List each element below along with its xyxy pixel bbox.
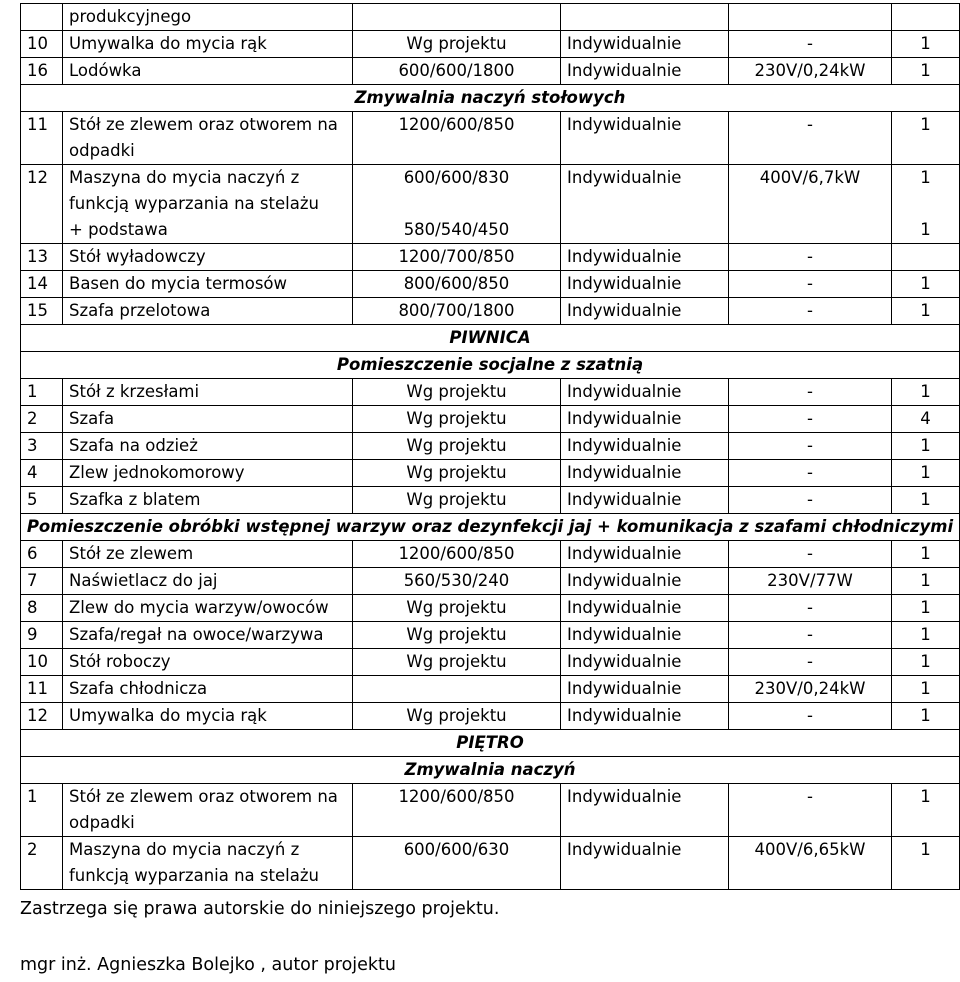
item-quantity: 1 (892, 837, 960, 890)
item-number: 12 (21, 165, 63, 244)
item-type: Indywidualnie (561, 271, 729, 298)
table-row (21, 433, 960, 460)
item-number: 1 (21, 784, 63, 837)
item-number: 6 (21, 541, 63, 568)
table-row (21, 112, 960, 165)
item-type: Indywidualnie (561, 595, 729, 622)
table-row (21, 784, 960, 837)
item-power: - (729, 379, 892, 406)
item-power: - (729, 487, 892, 514)
section-row (21, 85, 960, 112)
item-dimensions: 800/700/1800 (353, 298, 561, 325)
item-quantity: 1 (892, 58, 960, 85)
floor-title-piwnica: PIWNICA (21, 325, 960, 352)
item-power: 230V/0,24kW (729, 676, 892, 703)
item-quantity: 1 (892, 298, 960, 325)
item-dimensions: 800/600/850 (353, 271, 561, 298)
table-row (21, 622, 960, 649)
item-quantity: 4 (892, 406, 960, 433)
item-number: 3 (21, 433, 63, 460)
item-dimensions: Wg projektu (353, 649, 561, 676)
table-row (21, 298, 960, 325)
item-quantity: 1 (892, 595, 960, 622)
item-quantity: 1 (892, 784, 960, 837)
item-power (729, 4, 892, 31)
table-row (21, 165, 960, 244)
item-type: Indywidualnie (561, 244, 729, 271)
item-number: 11 (21, 676, 63, 703)
item-type: Indywidualnie (561, 433, 729, 460)
item-number (21, 4, 63, 31)
item-name: Szafa (63, 406, 353, 433)
section-row (21, 757, 960, 784)
item-type: Indywidualnie (561, 541, 729, 568)
item-name: Stół wyładowczy (63, 244, 353, 271)
item-power: - (729, 784, 892, 837)
item-power: - (729, 406, 892, 433)
item-power: - (729, 622, 892, 649)
section-title-zmywalnia: Zmywalnia naczyń (21, 757, 960, 784)
table-row (21, 31, 960, 58)
item-type: Indywidualnie (561, 649, 729, 676)
equipment-table-body (21, 4, 960, 890)
item-power: - (729, 649, 892, 676)
item-power: 400V/6,7kW (729, 165, 892, 244)
item-name-line: funkcją wyparzania na stelażu (69, 194, 319, 213)
item-type: Indywidualnie (561, 676, 729, 703)
item-number: 13 (21, 244, 63, 271)
item-name: Stół ze zlewem (63, 541, 353, 568)
item-name: produkcyjnego (63, 4, 353, 31)
item-name (63, 165, 353, 244)
item-type: Indywidualnie (561, 298, 729, 325)
item-name: Naświetlacz do jaj (63, 568, 353, 595)
table-row (21, 460, 960, 487)
item-name: Stół ze zlewem oraz otworem na odpadki (63, 112, 353, 165)
item-dimension-value: 580/540/450 (403, 220, 510, 239)
item-number: 2 (21, 837, 63, 890)
item-dimensions: Wg projektu (353, 433, 561, 460)
item-dimensions (353, 165, 561, 244)
item-power: - (729, 112, 892, 165)
item-name: Szafa przelotowa (63, 298, 353, 325)
item-dimensions: 600/600/630 (353, 837, 561, 890)
item-type: Indywidualnie (561, 703, 729, 730)
item-power: - (729, 595, 892, 622)
item-dimensions: 600/600/1800 (353, 58, 561, 85)
item-dimensions: Wg projektu (353, 379, 561, 406)
item-power: - (729, 31, 892, 58)
item-name: Zlew do mycia warzyw/owoców (63, 595, 353, 622)
item-power: 230V/0,24kW (729, 58, 892, 85)
item-number: 7 (21, 568, 63, 595)
item-name: Stół roboczy (63, 649, 353, 676)
item-quantity: 1 (892, 703, 960, 730)
section-row (21, 514, 960, 541)
table-row (21, 244, 960, 271)
item-name: Szafka z blatem (63, 487, 353, 514)
item-dimensions: Wg projektu (353, 703, 561, 730)
table-row (21, 595, 960, 622)
item-name-line: Maszyna do mycia naczyń z (69, 168, 300, 187)
item-quantity (892, 244, 960, 271)
item-type: Indywidualnie (561, 837, 729, 890)
section-row (21, 325, 960, 352)
item-number: 16 (21, 58, 63, 85)
item-quantity: 1 (892, 433, 960, 460)
item-name: Szafa/regał na owoce/warzywa (63, 622, 353, 649)
item-quantity: 1 (892, 112, 960, 165)
item-dimensions: Wg projektu (353, 406, 561, 433)
item-power: - (729, 271, 892, 298)
item-number: 1 (21, 379, 63, 406)
table-row (21, 271, 960, 298)
item-dimensions: 1200/600/850 (353, 541, 561, 568)
item-power: 230V/77W (729, 568, 892, 595)
author-signature-line: mgr inż. Agnieszka Bolejko , autor projektu (20, 955, 396, 975)
item-dimensions: 1200/600/850 (353, 112, 561, 165)
item-number: 15 (21, 298, 63, 325)
item-name-line: + podstawa (69, 220, 168, 239)
item-quantity: 1 (892, 541, 960, 568)
item-quantity: 1 (892, 271, 960, 298)
item-number: 9 (21, 622, 63, 649)
item-dimensions: Wg projektu (353, 460, 561, 487)
item-dimensions: Wg projektu (353, 595, 561, 622)
item-type: Indywidualnie (561, 622, 729, 649)
item-number: 11 (21, 112, 63, 165)
item-quantity-value: 1 (920, 168, 931, 187)
item-name: Maszyna do mycia naczyń z funkcją wyparzania na stelażu (63, 837, 353, 890)
item-type: Indywidualnie (561, 112, 729, 165)
table-row (21, 541, 960, 568)
item-quantity: 1 (892, 460, 960, 487)
table-row (21, 58, 960, 85)
equipment-table (20, 3, 960, 890)
item-type: Indywidualnie (561, 379, 729, 406)
item-quantity: 1 (892, 31, 960, 58)
item-power: - (729, 541, 892, 568)
spacer (353, 191, 560, 217)
item-number: 4 (21, 460, 63, 487)
item-type: Indywidualnie (561, 460, 729, 487)
item-name: Szafa na odzież (63, 433, 353, 460)
item-dimensions (353, 4, 561, 31)
item-name: Stół ze zlewem oraz otworem na odpadki (63, 784, 353, 837)
item-type: Indywidualnie (561, 406, 729, 433)
item-dimensions: Wg projektu (353, 31, 561, 58)
item-quantity (892, 4, 960, 31)
item-name: Zlew jednokomorowy (63, 460, 353, 487)
spacer (892, 191, 959, 217)
item-quantity: 1 (892, 379, 960, 406)
item-dimensions: 1200/600/850 (353, 784, 561, 837)
item-name: Stół z krzesłami (63, 379, 353, 406)
item-power: - (729, 433, 892, 460)
item-quantity (892, 165, 960, 244)
item-type: Indywidualnie (561, 784, 729, 837)
table-row (21, 703, 960, 730)
item-number: 8 (21, 595, 63, 622)
item-number: 14 (21, 271, 63, 298)
item-quantity: 1 (892, 568, 960, 595)
table-row (21, 487, 960, 514)
item-power: - (729, 244, 892, 271)
item-number: 12 (21, 703, 63, 730)
item-type (561, 4, 729, 31)
item-quantity: 1 (892, 622, 960, 649)
item-power: - (729, 298, 892, 325)
item-dimensions: 1200/700/850 (353, 244, 561, 271)
item-number: 10 (21, 649, 63, 676)
item-name: Szafa chłodnicza (63, 676, 353, 703)
equipment-table-container (20, 3, 959, 890)
floor-title-pietro: PIĘTRO (21, 730, 960, 757)
item-type: Indywidualnie (561, 165, 729, 244)
item-type: Indywidualnie (561, 487, 729, 514)
item-number: 5 (21, 487, 63, 514)
section-row (21, 730, 960, 757)
item-power: - (729, 703, 892, 730)
item-power: - (729, 460, 892, 487)
section-title-zmywalnia-stolowych: Zmywalnia naczyń stołowych (21, 85, 960, 112)
item-type: Indywidualnie (561, 568, 729, 595)
table-row (21, 676, 960, 703)
item-type: Indywidualnie (561, 31, 729, 58)
table-row (21, 4, 960, 31)
item-quantity: 1 (892, 676, 960, 703)
item-name: Basen do mycia termosów (63, 271, 353, 298)
item-dimensions: Wg projektu (353, 622, 561, 649)
table-row (21, 649, 960, 676)
item-dimensions (353, 676, 561, 703)
copyright-notice: Zastrzega się prawa autorskie do niniejszego projektu. (20, 899, 500, 919)
table-row (21, 406, 960, 433)
item-name: Lodówka (63, 58, 353, 85)
item-quantity-value: 1 (920, 220, 931, 239)
item-number: 2 (21, 406, 63, 433)
item-type: Indywidualnie (561, 58, 729, 85)
item-name: Umywalka do mycia rąk (63, 703, 353, 730)
item-power: 400V/6,65kW (729, 837, 892, 890)
item-quantity: 1 (892, 649, 960, 676)
item-quantity: 1 (892, 487, 960, 514)
item-name: Umywalka do mycia rąk (63, 31, 353, 58)
item-dimensions: 560/530/240 (353, 568, 561, 595)
section-title-obrobka: Pomieszczenie obróbki wstępnej warzyw oraz dezynfekcji jaj + komunikacja z szafami chłodniczymi (21, 514, 960, 541)
table-row (21, 568, 960, 595)
item-dimensions: Wg projektu (353, 487, 561, 514)
item-number: 10 (21, 31, 63, 58)
section-title-socjalne: Pomieszczenie socjalne z szatnią (21, 352, 960, 379)
section-row (21, 352, 960, 379)
item-dimension-value: 600/600/830 (403, 168, 510, 187)
table-row (21, 379, 960, 406)
table-row (21, 837, 960, 890)
